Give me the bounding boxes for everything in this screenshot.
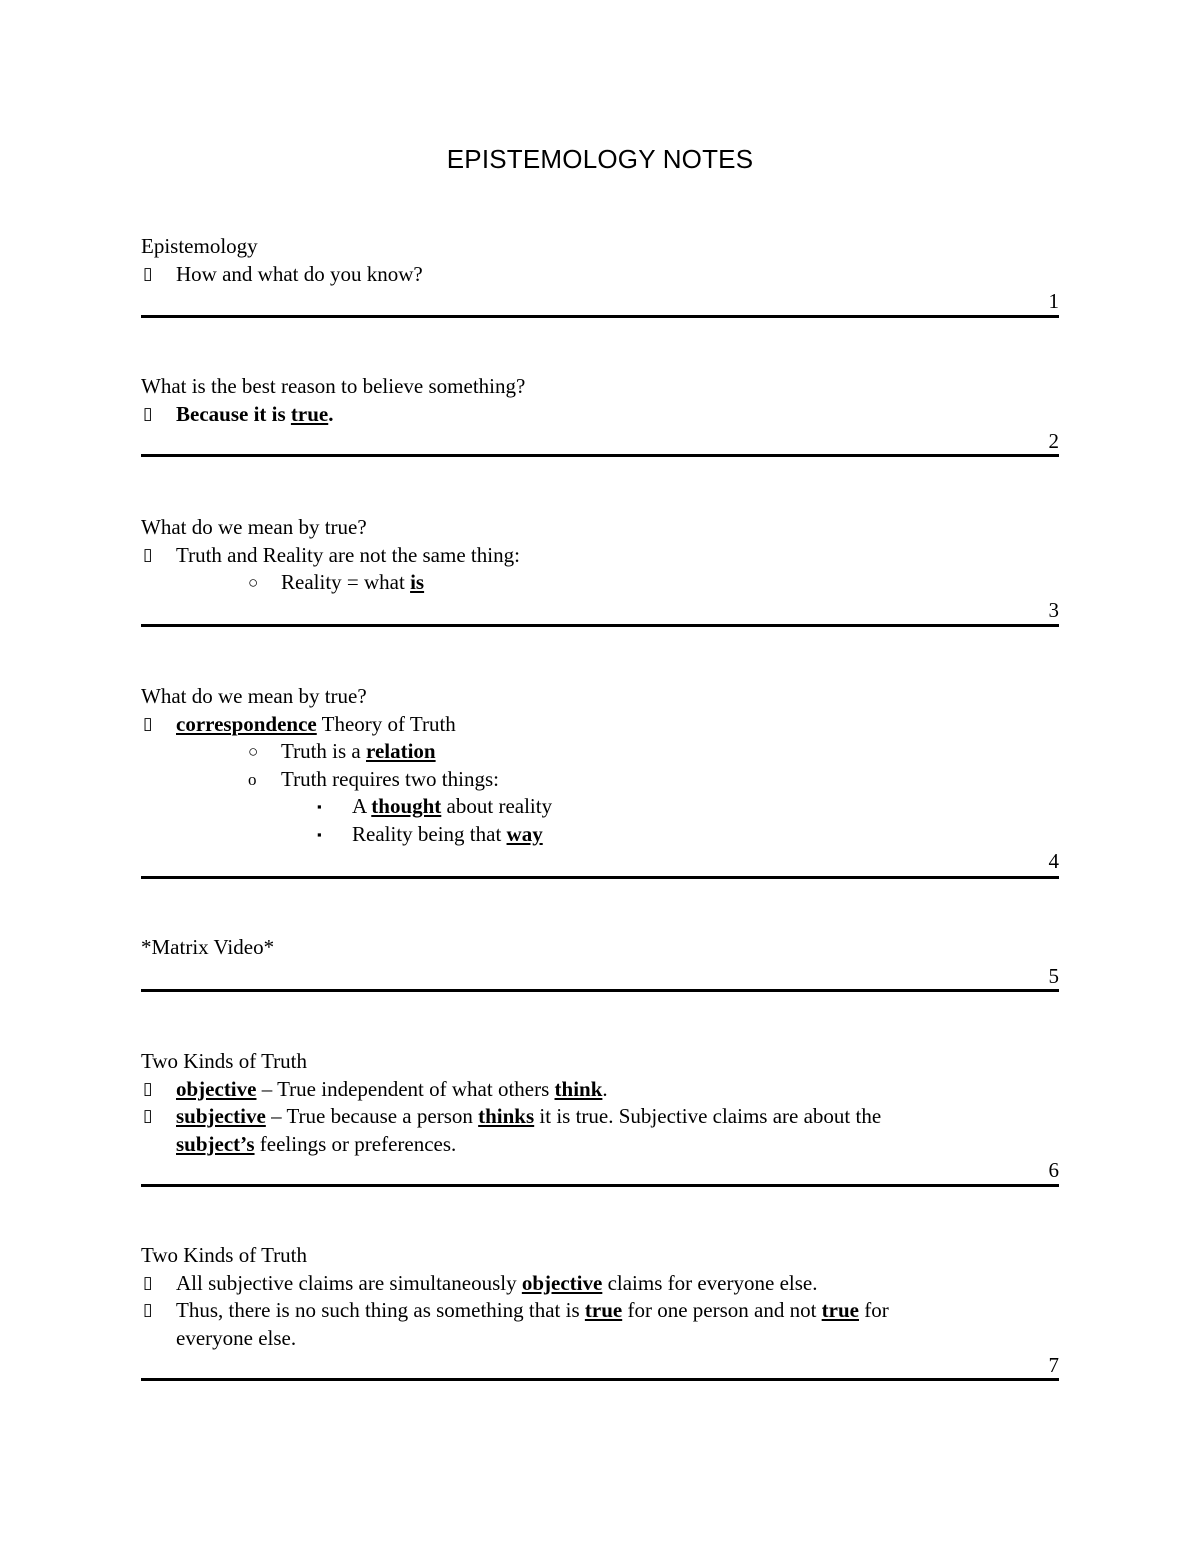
keyword: true (821, 1298, 859, 1322)
section-divider (141, 989, 1059, 992)
slide-number: 2 (1048, 429, 1059, 453)
section-divider (141, 1184, 1059, 1187)
text-run: feelings or preferences. (254, 1131, 457, 1156)
square-bullet-icon: ▪ (317, 826, 322, 842)
text-run: for (858, 1298, 889, 1322)
slide-number: 3 (1048, 598, 1059, 622)
square-bullet-icon: ▪ (317, 799, 322, 814)
text-run: A (352, 794, 372, 818)
keyword: thought (371, 794, 442, 818)
note-section-2 (141, 373, 1059, 463)
text-run: Because it is (176, 401, 291, 426)
slide-number: 4 (1048, 849, 1059, 873)
sub-bullet-item (141, 738, 1059, 766)
bullet-item (141, 1297, 1059, 1325)
text-run: . (602, 1076, 608, 1101)
bullet-item (141, 542, 1059, 570)
bullet-text (176, 402, 333, 426)
circle-bullet-icon: o (248, 769, 257, 789)
keyword: true (584, 1298, 623, 1322)
note-section-1 (141, 233, 1059, 323)
bullet-item (141, 1270, 1059, 1298)
bullet-icon: ▯ (143, 1300, 153, 1320)
note-section-5 (141, 934, 1059, 999)
bullet-icon: ▯ (143, 1272, 153, 1293)
circle-bullet-icon: ○ (248, 742, 259, 761)
text-run: everyone else. (176, 1325, 297, 1350)
section-heading: Epistemology (141, 234, 258, 258)
bullet-text: Truth and Reality are not the same thing: (176, 542, 520, 567)
text-run: Truth is a (281, 739, 366, 763)
slide-number: 7 (1048, 1353, 1059, 1377)
section-divider (141, 315, 1059, 318)
sub-sub-bullet-item (141, 821, 1059, 849)
section-heading: What do we mean by true? (141, 515, 367, 539)
text-run: – True because a person (265, 1104, 479, 1128)
bullet-icon: ▯ (143, 1078, 153, 1099)
bullet-continuation (141, 1325, 1059, 1353)
text-run: Reality = what (281, 570, 411, 594)
section-divider (141, 624, 1059, 627)
bullet-icon: ▯ (143, 713, 153, 734)
text-run: . (328, 401, 334, 426)
circle-bullet-icon: ○ (248, 573, 259, 592)
slide-number: 6 (1048, 1158, 1059, 1182)
sub-sub-bullet-item (141, 793, 1059, 821)
text-run: Truth requires two things: (281, 766, 499, 791)
note-section-4 (141, 683, 1059, 883)
keyword: is (410, 570, 425, 594)
text-run: for one person and not (622, 1298, 822, 1322)
bullet-item (141, 261, 1059, 289)
sub-bullet-item (141, 569, 1059, 597)
keyword: true (290, 401, 329, 426)
note-section-6 (141, 1048, 1059, 1193)
section-divider (141, 1378, 1059, 1381)
bullet-icon: ▯ (143, 1106, 153, 1126)
note-section-3 (141, 514, 1059, 634)
bullet-item (141, 1103, 1059, 1131)
bullet-item (141, 711, 1059, 739)
keyword: think (554, 1076, 603, 1101)
text-run: about reality (441, 794, 553, 818)
bullet-icon: ▯ (143, 403, 153, 424)
slide-number: 5 (1048, 964, 1059, 988)
section-heading: Two Kinds of Truth (141, 1243, 307, 1267)
bullet-continuation (141, 1131, 1059, 1159)
bullet-text: How and what do you know? (176, 261, 423, 286)
note-section-7 (141, 1242, 1059, 1387)
slide-number: 1 (1048, 289, 1059, 313)
keyword: correspondence (176, 711, 317, 736)
bullet-icon: ▯ (143, 544, 153, 565)
keyword: subject’s (176, 1131, 255, 1156)
keyword: relation (366, 739, 436, 763)
section-heading: What is the best reason to believe something? (141, 374, 526, 398)
section-divider (141, 454, 1059, 457)
keyword: thinks (478, 1104, 535, 1128)
section-heading: What do we mean by true? (141, 684, 367, 708)
page-title: EPISTEMOLOGY NOTES (446, 144, 754, 174)
bullet-item (141, 1076, 1059, 1104)
keyword: subjective (176, 1104, 266, 1128)
sub-bullet-item (141, 766, 1059, 794)
keyword: objective (176, 1076, 257, 1101)
section-heading: *Matrix Video* (141, 935, 275, 959)
text-run: Theory of Truth (316, 711, 456, 736)
keyword: way (506, 821, 543, 846)
bullet-icon: ▯ (143, 263, 153, 284)
text-run: All subjective claims are simultaneously (176, 1270, 522, 1295)
text-run: – True independent of what others (256, 1076, 555, 1101)
text-run: Thus, there is no such thing as something that is (176, 1298, 585, 1322)
text-run: Reality being that (352, 821, 507, 846)
bullet-item (141, 401, 1059, 429)
section-heading: Two Kinds of Truth (141, 1049, 307, 1073)
text-run: claims for everyone else. (602, 1270, 818, 1295)
keyword: objective (521, 1270, 603, 1295)
text-run: it is true. Subjective claims are about the (534, 1104, 882, 1128)
section-divider (141, 876, 1059, 879)
